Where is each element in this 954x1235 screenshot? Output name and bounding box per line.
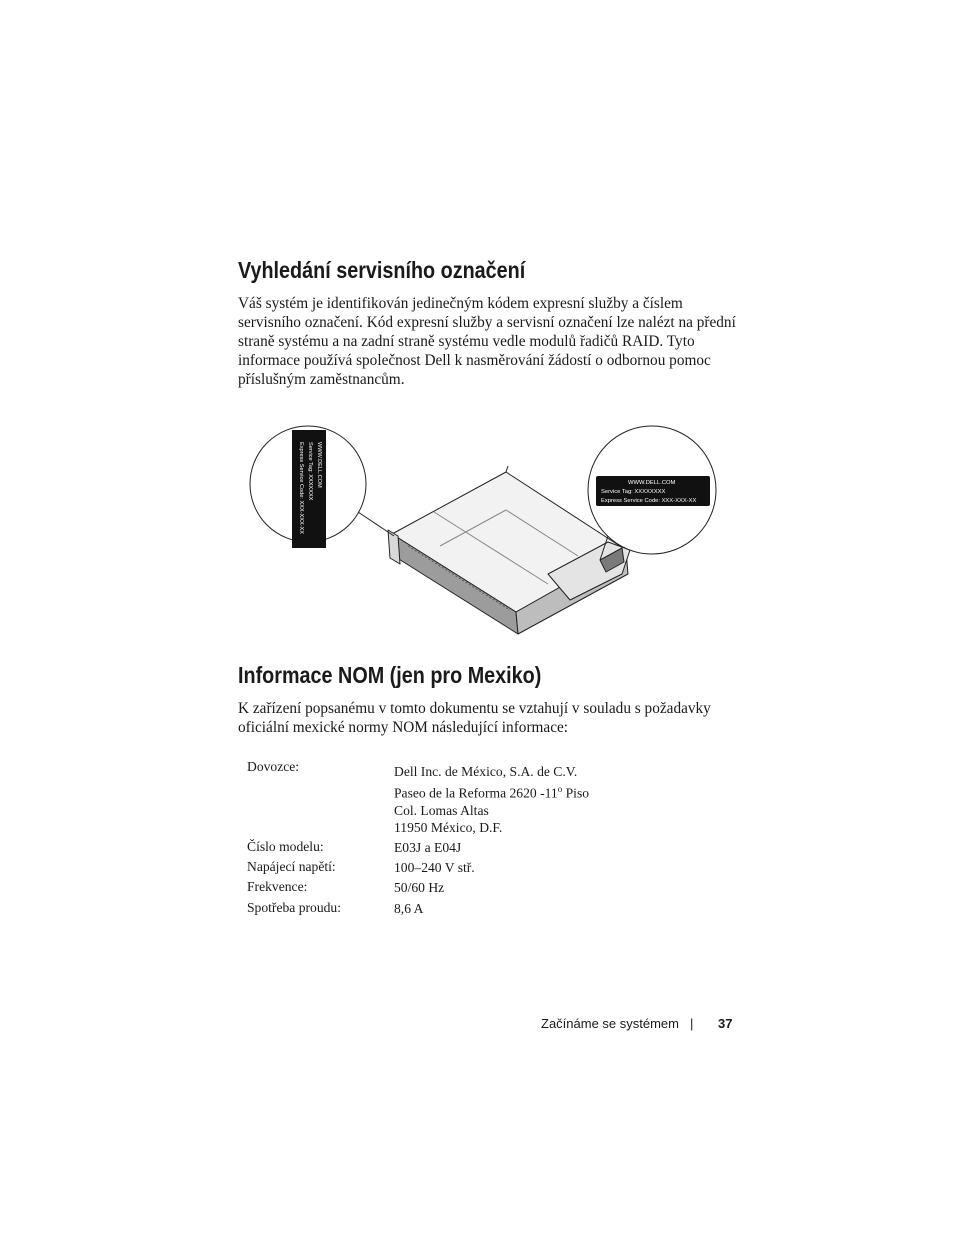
importer-floor: Piso xyxy=(562,785,590,801)
importer-value xyxy=(394,763,589,837)
page-number: 37 xyxy=(718,1016,733,1031)
right-label-line: WWW.DELL.COM xyxy=(628,480,676,486)
service-tag-location-figure xyxy=(248,424,718,638)
nom-paragraph xyxy=(238,699,758,737)
importer-address: Paseo de la Reforma 2620 -11 xyxy=(394,785,558,801)
voltage-value: 100–240 V stř. xyxy=(394,860,475,875)
current-value: 8,6 A xyxy=(394,901,424,916)
importer-line xyxy=(394,781,589,802)
paragraph-line: příslušným zaměstnancům. xyxy=(238,371,405,388)
importer-line: 11950 México, D.F. xyxy=(394,820,503,836)
paragraph-line: Váš systém je identifikován jedinečným kódem expresní služby a číslem xyxy=(238,295,683,312)
service-tag-paragraph xyxy=(238,294,758,389)
footer-title: Začínáme se systémem xyxy=(541,1016,679,1031)
enclosure-illustration xyxy=(248,424,718,638)
paragraph-line: straně systému a na zadní straně systému vedle modulů řadičů RAID. Tyto xyxy=(238,333,695,350)
right-label-line: Express Service Code: XXX-XXX-XX xyxy=(601,498,697,504)
left-label-line: WWW.DELL.COM xyxy=(316,442,322,488)
current-label: Spotřeba proudu: xyxy=(247,900,342,915)
left-label-line: Service Tag: XXXXXXX xyxy=(307,442,313,501)
right-label-line: Service Tag: XXXXXXXX xyxy=(601,489,666,495)
paragraph-line: servisního označení. Kód expresní služby a servisní označení lze nalézt na přední xyxy=(238,314,736,331)
model-label: Číslo modelu: xyxy=(247,839,324,854)
frequency-value: 50/60 Hz xyxy=(394,880,445,895)
importer-label: Dovozce: xyxy=(247,759,300,774)
section-heading-nom: Informace NOM (jen pro Mexiko) xyxy=(238,662,542,688)
voltage-label: Napájecí napětí: xyxy=(247,859,336,874)
paragraph-line: informace používá společnost Dell k nasměrování žádostí o odbornou pomoc xyxy=(238,352,711,369)
importer-line: Dell Inc. de México, S.A. de C.V. xyxy=(394,764,578,779)
frequency-label: Frekvence: xyxy=(247,879,308,894)
superscript-o: o xyxy=(557,783,563,794)
model-value: E03J a E04J xyxy=(394,840,462,855)
section-heading-service-tag: Vyhledání servisního označení xyxy=(238,257,526,283)
footer-separator: | xyxy=(690,1016,694,1031)
paragraph-line: K zařízení popsanému v tomto dokumentu se vztahují v souladu s požadavky xyxy=(238,700,711,717)
paragraph-line: oficiální mexické normy NOM následující informace: xyxy=(238,719,569,736)
importer-line: Col. Lomas Altas xyxy=(394,802,489,818)
left-label-line: Express Service Code: XXX-XXX-XX xyxy=(298,442,304,535)
